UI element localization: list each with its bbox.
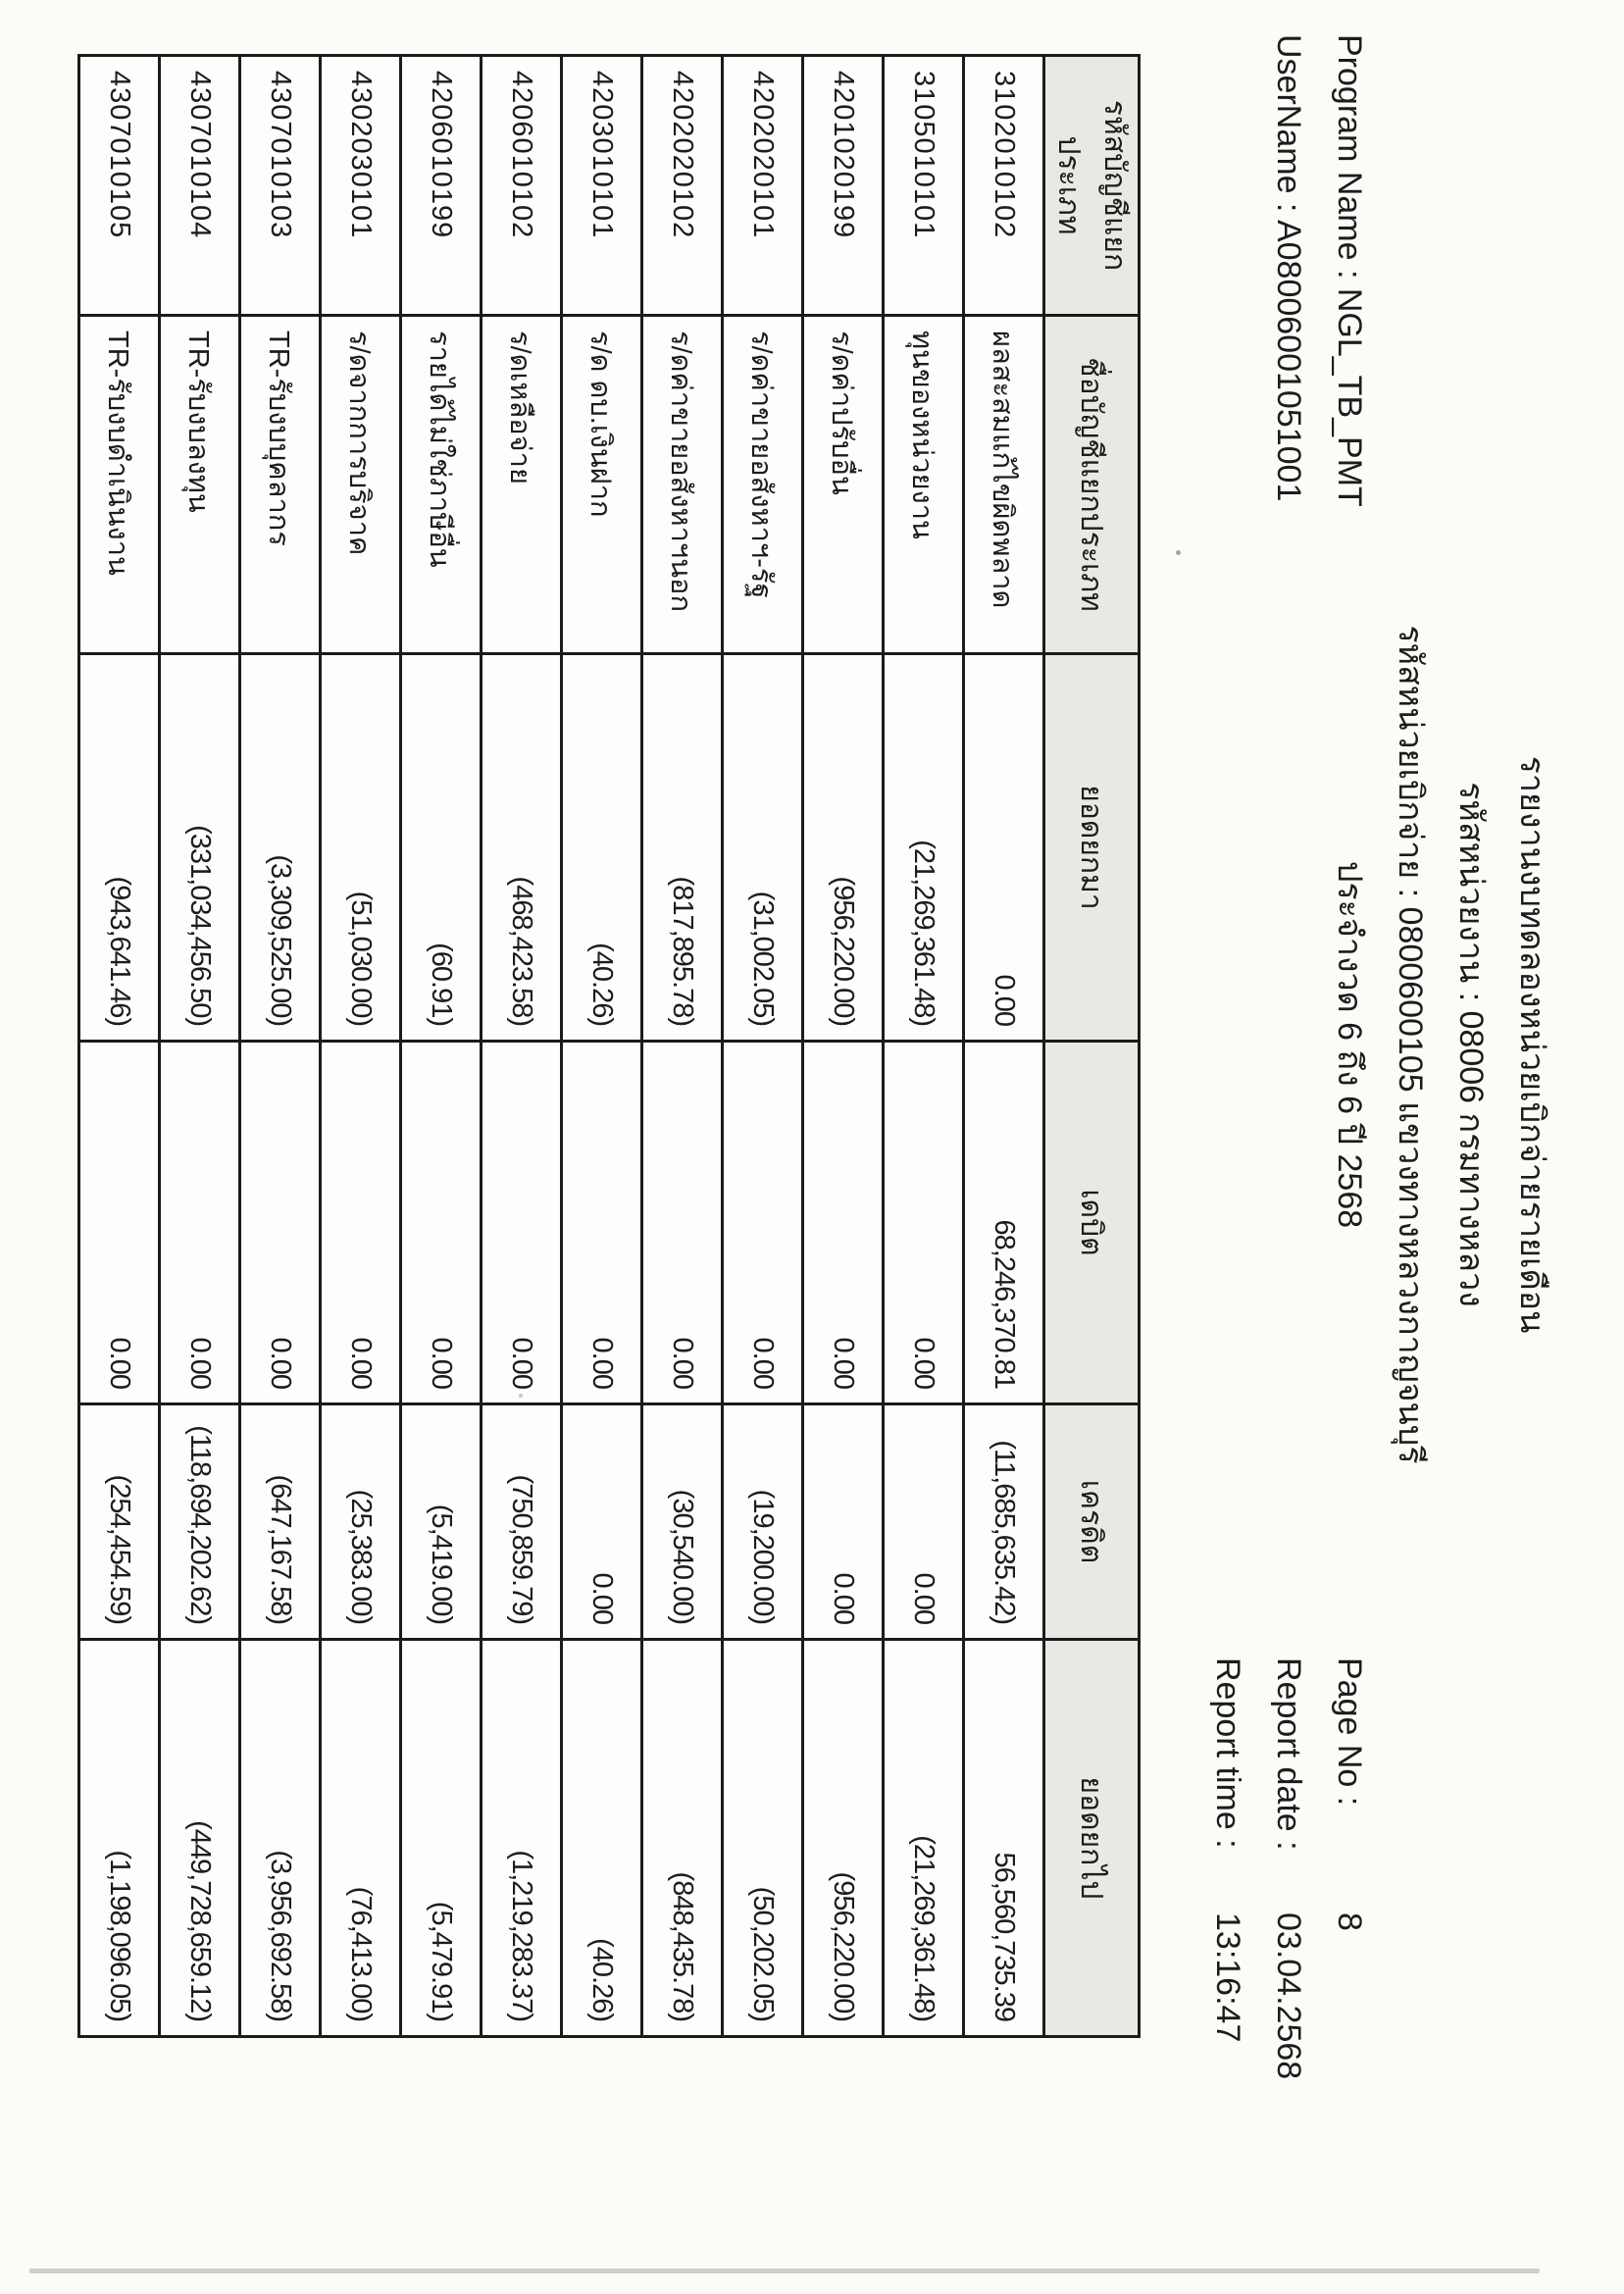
scan-artifact-dot — [519, 1394, 523, 1398]
page-no-label: Page No : — [1331, 1657, 1368, 1807]
cell-ending-balance: (21,269,361.48) — [884, 1640, 964, 2037]
cell-account-code: 4202020102 — [642, 56, 723, 316]
cell-account-name: ผลสะสมแก้ไขผิดพลาด — [964, 316, 1044, 654]
cell-account-name: รายได้ไม่ใช่ภาษีอื่น — [401, 316, 482, 654]
cell-account-name: ร/ดจากการบริจาค — [321, 316, 401, 654]
cell-credit: (19,200.00) — [723, 1404, 803, 1640]
table-row — [482, 56, 562, 2037]
table-row — [723, 56, 803, 2037]
report-time-value: 13:16:47 — [1209, 1912, 1246, 2043]
page-no-value: 8 — [1331, 1912, 1368, 1931]
cell-credit: 0.00 — [803, 1404, 884, 1640]
cell-credit: (750,859.79) — [482, 1404, 562, 1640]
cell-beginning-balance: (51,030.00) — [321, 654, 401, 1042]
cell-debit: 0.00 — [482, 1042, 562, 1404]
table-row — [240, 56, 321, 2037]
username-label: UserName : — [1270, 34, 1307, 213]
cell-debit: 0.00 — [562, 1042, 642, 1404]
col-header-debit: เดบิต — [1044, 1042, 1140, 1404]
program-name-value: NGL_TB_PMT — [1331, 287, 1368, 507]
cell-account-name: TR-รับงบดำเนินงาน — [79, 316, 160, 654]
cell-beginning-balance: (943,641.46) — [79, 654, 160, 1042]
table-row — [562, 56, 642, 2037]
cell-ending-balance: (956,220.00) — [803, 1640, 884, 2037]
cell-beginning-balance: (3,309,525.00) — [240, 654, 321, 1042]
cell-account-code: 4307010104 — [160, 56, 240, 316]
cell-credit: (647,167.58) — [240, 1404, 321, 1640]
cell-account-code: 4307010105 — [79, 56, 160, 316]
col-header-account-code: รหัสบัญชีแยกประเภท — [1044, 56, 1140, 316]
cell-debit: 0.00 — [642, 1042, 723, 1404]
cell-beginning-balance: (331,034,456.50) — [160, 654, 240, 1042]
cell-credit: 0.00 — [884, 1404, 964, 1640]
cell-ending-balance: (3,956,692.58) — [240, 1640, 321, 2037]
cell-account-name: ร/ด ดบ.เงินฝาก — [562, 316, 642, 654]
report-time-label: Report time : — [1209, 1657, 1246, 1849]
cell-ending-balance: (848,435.78) — [642, 1640, 723, 2037]
agency-code-line: รหัสหน่วยงาน : 08006 กรมทางหลวง — [1452, 782, 1490, 1307]
cell-debit: 0.00 — [723, 1042, 803, 1404]
table-row — [642, 56, 723, 2037]
payment-unit-line: รหัสหน่วยเบิกจ่าย : 0800600105 แขวงทางหลวงกาญจนบุรี — [1392, 625, 1429, 1464]
table-row — [160, 56, 240, 2037]
cell-account-name: ร/ดค่าปรับอื่น — [803, 316, 884, 654]
cell-beginning-balance: (468,423.58) — [482, 654, 562, 1042]
cell-debit: 0.00 — [803, 1042, 884, 1404]
table-header-row — [1044, 56, 1140, 2037]
cell-ending-balance: (76,413.00) — [321, 1640, 401, 2037]
report-date-label: Report date : — [1270, 1657, 1307, 1851]
cell-account-name: TR-รับงบบุคลากร — [240, 316, 321, 654]
cell-account-code: 4202020101 — [723, 56, 803, 316]
username-value: A08006001051001 — [1270, 219, 1307, 502]
table-row — [884, 56, 964, 2037]
cell-credit: (254,454.59) — [79, 1404, 160, 1640]
program-name-row — [1328, 34, 1371, 507]
cell-account-code: 4307010103 — [240, 56, 321, 316]
cell-debit: 0.00 — [401, 1042, 482, 1404]
cell-debit: 0.00 — [79, 1042, 160, 1404]
cell-account-code: 3102010102 — [964, 56, 1044, 316]
cell-debit: 0.00 — [240, 1042, 321, 1404]
cell-credit: (118,694,202.62) — [160, 1404, 240, 1640]
table-row — [79, 56, 160, 2037]
cell-ending-balance: 56,560,735.39 — [964, 1640, 1044, 2037]
cell-account-name: ร/ดค่าขายอสังหาฯนอก — [642, 316, 723, 654]
cell-debit: 0.00 — [884, 1042, 964, 1404]
cell-account-name: ร/ดเหลือจ่าย — [482, 316, 562, 654]
cell-ending-balance: (1,198,096.05) — [79, 1640, 160, 2037]
col-header-account-name: ชื่อบัญชีแยกประเภท — [1044, 316, 1140, 654]
trial-balance-table — [77, 54, 1141, 2038]
cell-beginning-balance: (817,895.78) — [642, 654, 723, 1042]
cell-credit: (30,540.00) — [642, 1404, 723, 1640]
cell-account-code: 4201020199 — [803, 56, 884, 316]
cell-credit: (25,383.00) — [321, 1404, 401, 1640]
cell-credit: (5,419.00) — [401, 1404, 482, 1640]
report-date-value: 03.04.2568 — [1270, 1912, 1307, 2080]
cell-debit: 68,246,370.81 — [964, 1042, 1044, 1404]
scan-edge-artifact — [29, 2269, 1540, 2273]
cell-debit: 0.00 — [321, 1042, 401, 1404]
cell-beginning-balance: (31,002.05) — [723, 654, 803, 1042]
table-row — [964, 56, 1044, 2037]
cell-ending-balance: (40.26) — [562, 1640, 642, 2037]
scan-artifact-dot — [1176, 550, 1181, 555]
cell-ending-balance: (5,479.91) — [401, 1640, 482, 2037]
username-row — [1267, 34, 1310, 501]
cell-beginning-balance: (956,220.00) — [803, 654, 884, 1042]
cell-ending-balance: (1,219,283.37) — [482, 1640, 562, 2037]
cell-account-code: 4302030101 — [321, 56, 401, 316]
cell-credit: 0.00 — [562, 1404, 642, 1640]
program-name-label: Program Name : — [1331, 34, 1368, 280]
cell-account-code: 4206010199 — [401, 56, 482, 316]
cell-beginning-balance: 0.00 — [964, 654, 1044, 1042]
cell-account-name: ทุนของหน่วยงาน — [884, 316, 964, 654]
cell-ending-balance: (50,202.05) — [723, 1640, 803, 2037]
cell-debit: 0.00 — [160, 1042, 240, 1404]
cell-beginning-balance: (21,269,361.48) — [884, 654, 964, 1042]
cell-credit: (11,685,635.42) — [964, 1404, 1044, 1640]
cell-account-name: TR-รับงบลงทุน — [160, 316, 240, 654]
cell-account-code: 4206010102 — [482, 56, 562, 316]
cell-beginning-balance: (40.26) — [562, 654, 642, 1042]
cell-account-code: 3105010101 — [884, 56, 964, 316]
report-title: รายงานงบทดลองหน่วยเบิกจ่ายรายเดือน — [1513, 755, 1550, 1334]
cell-ending-balance: (449,728,659.12) — [160, 1640, 240, 2037]
col-header-beginning-balance: ยอดยกมา — [1044, 654, 1140, 1042]
table-row — [803, 56, 884, 2037]
col-header-ending-balance: ยอดยกไป — [1044, 1640, 1140, 2037]
cell-account-code: 4203010101 — [562, 56, 642, 316]
cell-account-name: ร/ดค่าขายอสังหาฯ-รัฐ — [723, 316, 803, 654]
table-row — [401, 56, 482, 2037]
period-line: ประจำงวด 6 ถึง 6 ปี 2568 — [1331, 860, 1368, 1229]
cell-beginning-balance: (60.91) — [401, 654, 482, 1042]
table-row — [321, 56, 401, 2037]
col-header-credit: เครดิต — [1044, 1404, 1140, 1640]
